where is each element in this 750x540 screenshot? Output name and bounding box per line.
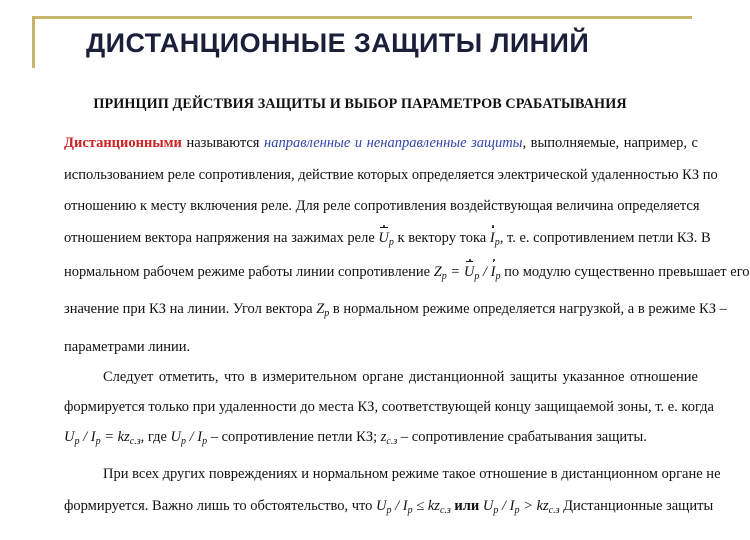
paragraph-1-line-6: значение при КЗ на линии. Угол вектора $Z_р$ в нормальном режиме определяется нагрузкой, а в режиме КЗ – — [64, 301, 727, 319]
paragraph-1-line-5: нормальном рабочем режиме работы линии сопротивление $Z_р = U_р / I_р$ по модулю существенно превышает его — [64, 264, 750, 282]
ratio-formula: $U_р / I_р = kz_{с.з}$ — [64, 429, 141, 447]
impedance-formula: $Z_р = U_р / I_р$ — [433, 264, 501, 282]
paragraph-2-line-3: $U_р / I_р = kz_{с.з}$, где $U_р / I_р$ – сопротивление петли КЗ; $z_{с.з}$ – сопротивление срабатывания защиты. — [64, 429, 647, 447]
paragraph-1-line-1: Дистанционными называются направленные и ненаправленные защиты, выполняемые, например, с — [64, 135, 698, 151]
slide-frame-left — [32, 16, 35, 68]
voltage-phasor: $U_р$ — [378, 230, 394, 248]
slide-frame-top — [32, 16, 692, 19]
paragraph-1-line-4: отношением вектора напряжения на зажимах реле $U_р$ к вектору тока $I_р$, т. е. сопротивлением петли КЗ. В — [64, 230, 711, 248]
current-phasor: $I_р$ — [489, 230, 500, 248]
paragraph-2-line-1: Следует отметить, что в измерительном органе дистанционной защиты указанное отношение — [103, 369, 698, 385]
paragraph-1-line-2: использованием реле сопротивления, действие которых определяется электрической удаленностью КЗ по — [64, 167, 718, 183]
condition-le-formula: $U_р / I_р \le kz_{с.з}$ — [376, 498, 451, 516]
paragraph-3-line-2: формируется. Важно лишь то обстоятельство, что $U_р / I_р \le kz_{с.з}$ или $U_р / I_р > kz_{с.з}$ Дистанционные защиты — [64, 498, 714, 516]
document-heading: ПРИНЦИП ДЕЙСТВИЯ ЗАЩИТЫ И ВЫБОР ПАРАМЕТРОВ СРАБАТЫВАНИЯ — [93, 96, 627, 112]
paragraph-1-line-7: параметрами линии. — [64, 339, 191, 355]
impedance-symbol: $Z_р$ — [316, 301, 330, 319]
paragraph-3-line-1: При всех других повреждениях и нормальном режиме такое отношение в дистанционном органе не — [103, 466, 721, 482]
paragraph-2-line-2: формируется только при удаленности до места КЗ, соответствующей концу защищаемой зоны, т. е. когда — [64, 399, 714, 415]
condition-gt-formula: $U_р / I_р > kz_{с.з}$ — [482, 498, 560, 516]
slide-title: ДИСТАНЦИОННЫЕ ЗАЩИТЫ ЛИНИЙ — [86, 28, 590, 58]
paragraph-1-line-3: отношению к месту включения реле. Для реле сопротивления воздействующая величина определяется — [64, 198, 700, 214]
